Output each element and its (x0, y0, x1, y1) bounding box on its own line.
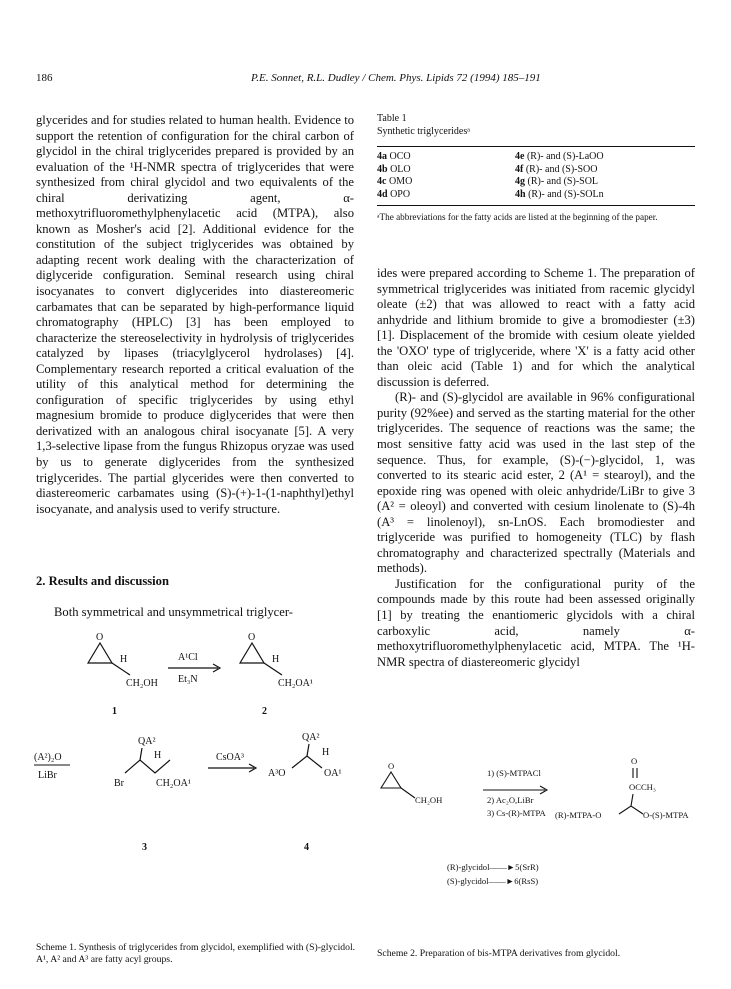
compound-number-2: 2 (262, 706, 267, 717)
h-label: H (322, 747, 330, 758)
ch2oh-label: CH₂OH (415, 795, 443, 805)
qa2-label: QA² (138, 736, 156, 747)
table-title: Synthetic triglyceridesᵃ (377, 125, 470, 137)
qa2-label: QA² (302, 732, 320, 743)
table-body (377, 146, 695, 206)
reagent-et3n: Et₃N (178, 674, 198, 685)
right-paragraph-2: (R)- and (S)-glycidol are available in 96% configurational purity (92%ee) and served as the starting material for the other triglycerides. The sequence of reactions was the same; the most sensitive fatty acid was used in the last step of the sequence. Thus, for example, (S)-(−)-glycidol, 1, was converted to its stearic acid ester, 2 (A¹ = stearoyl), and the epoxide ring was opened with oleic anhydride/LiBr to give 3 (A² = oleoyl) and converted with cesium linolenate to (S)-4h (A³ = linolenoyl), sn-LnOS. Each bromodiester and triglyceride was purified to homogeneity (TLC) by flash chromatography and characterized spectrally (Materials and methods). (377, 390, 695, 576)
oa1-label: OA¹ (324, 768, 342, 779)
table-cell: 4f (R)- and (S)-SOO (515, 163, 598, 175)
table-cell: 4e (R)- and (S)-LaOO (515, 151, 604, 162)
table-row (377, 189, 695, 206)
table-cell: 4a OCO (377, 151, 411, 162)
h-label: H (120, 654, 128, 665)
step-2: 2) Ac₂O,LiBr (487, 795, 534, 805)
table-row (377, 147, 695, 164)
left-column-text-2 (36, 605, 354, 621)
compound-number-1: 1 (112, 706, 117, 717)
step-1: 1) (S)-MTPACl (487, 768, 541, 778)
reagent-csoa3: CsOA³ (216, 752, 245, 763)
ch2oh-label: CH₂OH (126, 678, 158, 689)
ch2oa1-label: CH₂OA¹ (278, 678, 313, 689)
scheme-1-figure (30, 628, 360, 940)
compound-number-3: 3 (142, 842, 147, 853)
table-1 (377, 113, 695, 233)
scheme-2-figure (375, 748, 715, 938)
table-cell: 4g (R)- and (S)-SOL (515, 176, 599, 187)
step-3: 3) Cs-(R)-MTPA (487, 808, 546, 818)
result-s: (S)-glycidol——►6(RsS) (447, 876, 539, 886)
table-cell: 4b OLO (377, 163, 411, 175)
a3o-label: A³O (268, 768, 286, 779)
table-cell: 4h (R)- and (S)-SOLn (515, 188, 604, 200)
left-column-text (36, 113, 354, 517)
table-cell: 4c OMO (377, 176, 413, 187)
result-r: (R)-glycidol——►5(SrR) (447, 862, 539, 872)
scheme-1-caption: Scheme 1. Synthesis of triglycerides from glycidol, exemplified with (S)-glycidol. A¹, A² and A³ are fatty acyl groups. (36, 942, 356, 966)
o-atom-label: O (248, 632, 256, 643)
table-label: Table 1 (377, 113, 407, 124)
table-footnote: ᵃThe abbreviations for the fatty acids are listed at the beginning of the paper. (377, 212, 658, 222)
table-cell: 4d OPO (377, 188, 411, 200)
ch2oa1-label: CH₂OA¹ (156, 778, 191, 789)
h-label: H (154, 750, 162, 761)
right-paragraph-3: Justification for the configurational purity of the compounds made by this route had been assessed originally [1] by treating the enantiomeric glycidols with a chiral carboxylic acid, namely α-methoxytrifluoromethylphenylacetic acid, MTPA. The ¹H-NMR spectra of diastereomeric glycidyl (377, 576, 695, 669)
section-heading: 2. Results and discussion (36, 574, 169, 588)
h-label: H (272, 654, 280, 665)
reagent-anhydride: (A²)₂O (34, 752, 62, 763)
left-paragraph-2: Both symmetrical and unsymmetrical triglycer- (54, 605, 293, 619)
o-atom-label: O (388, 761, 395, 771)
scheme-2-caption: Scheme 2. Preparation of bis-MTPA derivatives from glycidol. (377, 948, 621, 959)
left-mtpa-label: (R)-MTPA-O (555, 810, 602, 820)
right-column-text (377, 266, 695, 670)
reagent-a1cl: A¹Cl (178, 652, 198, 663)
acetoxy-label: OCCH₃ (629, 782, 656, 792)
br-label: Br (114, 778, 124, 789)
reagent-libr: LiBr (38, 770, 57, 781)
page-number: 186 (36, 72, 53, 84)
right-paragraph-1: ides were prepared according to Scheme 1. The preparation of symmetrical triglycerides was initiated from racemic glycidyl oleate (±2) that was allowed to react with a fatty acid anhydride and lithium bromide to give a bromodiester (±3) [1]. Displacement of the bromide with cesium oleate yielded the 'OXO' type of triglyceride, where 'X' is a fatty acid other than oleic acid (Table 1) and for which the analytical discussion is deferred. (377, 266, 695, 389)
running-title: P.E. Sonnet, R.L. Dudley / Chem. Phys. Lipids 72 (1994) 185–191 (251, 72, 541, 84)
o-atom-label: O (96, 632, 104, 643)
compound-number-4: 4 (304, 842, 309, 853)
left-paragraph-1: glycerides and for studies related to human health. Evidence to support the retention of configuration for the chiral carbon of glycidol in the chiral triglycerides prepared is provided by an evaluation of the ¹H-NMR spectra of triglycerides that were synthesized from chiral glycidol and two equivalents of the chiral derivatizing agent, α-methoxytrifluoromethylphenylacetic acid (MTPA), also known as Mosher's acid [2]. Additional evidence for the constitution of the subject triglycerides was obtained by adapting recent work dealing with the characterization of diglyceride configuration. Seminal research using chiral isocyanates to convert diglycerides into diastereomeric carbamates that can be separated by high-performance liquid chromatography (HPLC) [3] has been employed to characterize the stereoselectivity in hydrolysis of triglycerides catalyzed by lipases (triacylglycerol hydrolases) [4]. Complementary research reported a critical evaluation of the utility of this analytical method for determining the configuration of specific triglycerides by using ethyl magnesium bromide to produce diglycerides that were then derivatized with an analogous chiral isocyanate [5]. A very 1,3-selective lipase from the fungus Rhizopus oryzae was used by us to generate diglycerides from the synthesized triglycerides. The partial glycerides were then converted to diastereomeric carbamates using (S)-(+)-1-(1-naphthyl)ethyl isocyanate, and analysis used to verify structure. (36, 113, 354, 516)
table-row (377, 164, 695, 177)
right-mtpa-label: O-(S)-MTPA (643, 810, 689, 820)
running-header (36, 72, 695, 88)
carbonyl-o-label: O (631, 756, 638, 766)
table-row (377, 176, 695, 189)
